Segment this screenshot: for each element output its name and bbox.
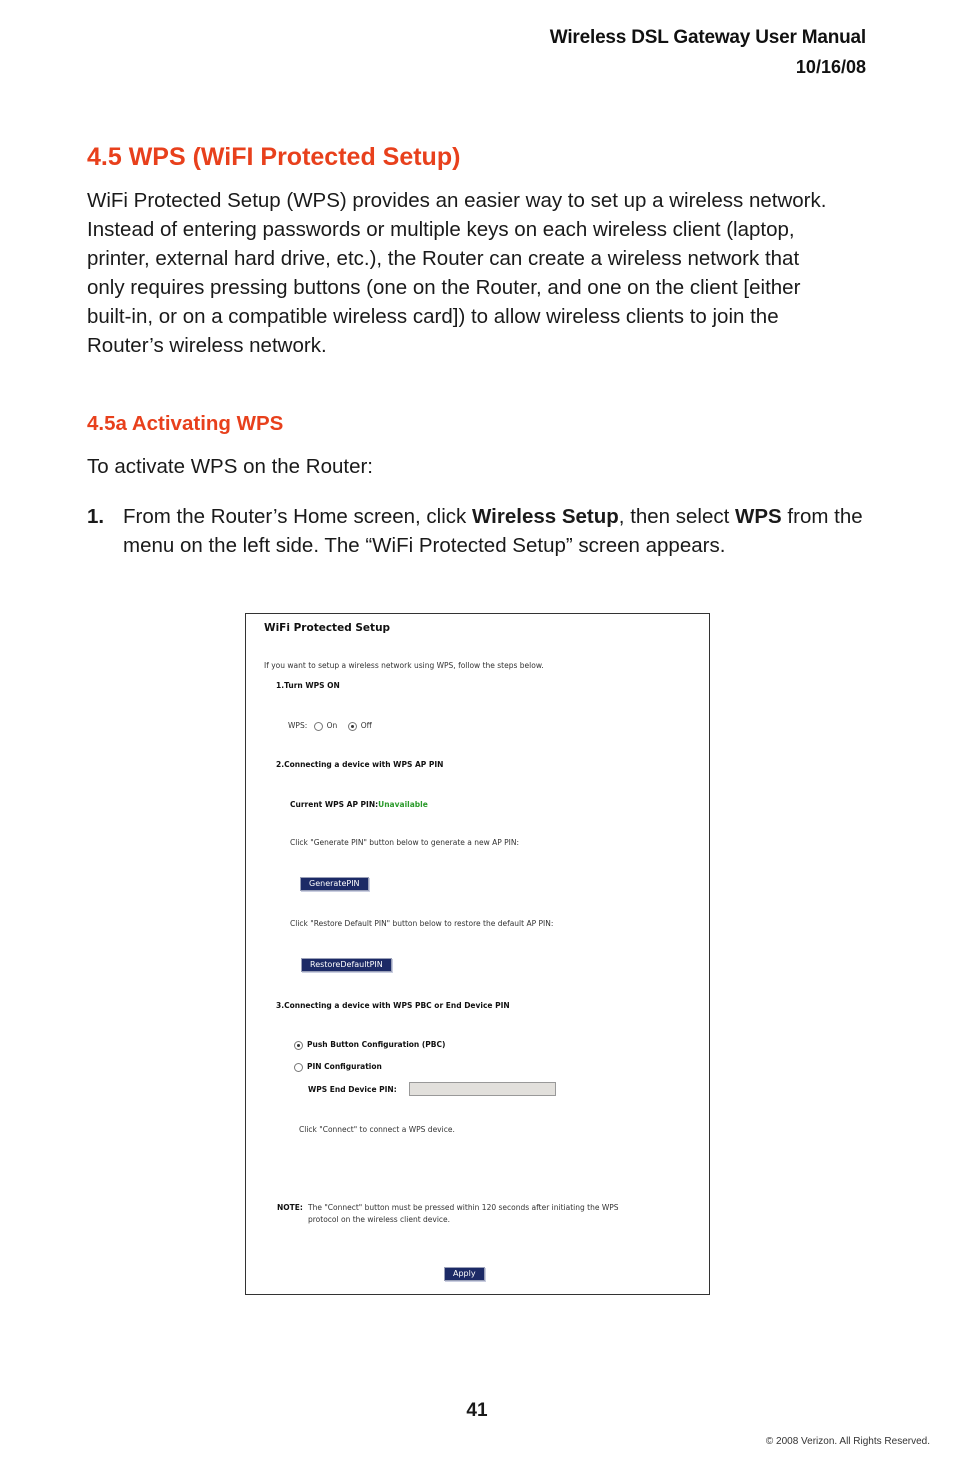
step-text-part: from the menu on the left side. The “WiFi Protected Setup” screen appears. <box>123 505 863 557</box>
copyright: © 2008 Verizon. All Rights Reserved. <box>765 1436 930 1447</box>
section-title: 4.5 WPS (WiFI Protected Setup) <box>87 143 461 171</box>
end-device-pin-input[interactable] <box>409 1082 556 1096</box>
intro-line: Router’s wireless network. <box>87 334 327 357</box>
manual-title: Wireless DSL Gateway User Manual <box>549 27 866 48</box>
step-text-part: From the Router’s Home screen, click <box>123 505 472 528</box>
wps-on-label: On <box>326 721 338 730</box>
current-pin-row <box>290 800 428 809</box>
pin-config-row <box>294 1062 382 1072</box>
wps-off-radio[interactable] <box>348 722 357 731</box>
lead-text: To activate WPS on the Router: <box>87 455 373 478</box>
step-text-part: , then select <box>618 505 736 528</box>
note-line-2: protocol on the wireless client device. <box>308 1215 451 1224</box>
step-text <box>123 502 877 560</box>
pin-config-radio[interactable] <box>294 1063 303 1072</box>
current-pin-label: Current WPS AP PIN: <box>290 800 379 809</box>
restore-default-pin-button[interactable]: RestoreDefaultPIN <box>301 958 392 972</box>
screenshot-title: WiFi Protected Setup <box>264 622 391 634</box>
page-number: 41 <box>466 1400 488 1421</box>
intro-paragraph <box>87 186 877 360</box>
intro-line: printer, external hard drive, etc.), the Router can create a wireless network that <box>87 247 800 270</box>
generate-hint: Click "Generate PIN" button below to generate a new AP PIN: <box>290 838 520 847</box>
pbc-label: Push Button Configuration (PBC) <box>307 1040 446 1049</box>
step-1 <box>87 502 877 560</box>
restore-hint: Click "Restore Default PIN" button below to restore the default AP PIN: <box>290 919 554 928</box>
note-label: NOTE: <box>277 1203 303 1212</box>
wps-toggle-row <box>288 721 372 731</box>
subsection-title: 4.5a Activating WPS <box>87 412 284 435</box>
note-line-1: The "Connect" button must be pressed within 120 seconds after initiating the WPS <box>308 1203 619 1212</box>
running-header <box>550 26 866 79</box>
wps-on-radio[interactable] <box>314 722 323 731</box>
wps-off-label: Off <box>360 721 372 730</box>
manual-date: 10/16/08 <box>795 57 866 77</box>
intro-line: WiFi Protected Setup (WPS) provides an easier way to set up a wireless network. <box>87 189 827 212</box>
intro-line: only requires pressing buttons (one on the Router, and one on the client [either <box>87 276 801 299</box>
wireless-setup-term: Wireless Setup <box>472 505 619 528</box>
wps-label: WPS: <box>288 721 308 730</box>
generate-pin-button[interactable]: GeneratePIN <box>300 877 369 891</box>
intro-line: built-in, or on a compatible wireless card]) to allow wireless clients to join the <box>87 305 779 328</box>
connect-hint: Click "Connect" to connect a WPS device. <box>299 1125 455 1134</box>
step2-heading: 2.Connecting a device with WPS AP PIN <box>276 760 444 769</box>
pin-config-label: PIN Configuration <box>307 1062 382 1071</box>
intro-line: Instead of entering passwords or multiple keys on each wireless client (laptop, <box>87 218 795 241</box>
wps-term: WPS <box>735 505 782 528</box>
current-pin-value: Unavailable <box>378 800 428 809</box>
apply-button[interactable]: Apply <box>444 1267 485 1281</box>
step1-heading: 1.Turn WPS ON <box>276 681 340 690</box>
step3-heading: 3.Connecting a device with WPS PBC or End Device PIN <box>276 1001 510 1010</box>
step-number: 1. <box>87 505 105 528</box>
pbc-row <box>294 1040 445 1050</box>
end-device-pin-label: WPS End Device PIN: <box>308 1085 397 1094</box>
wps-screenshot <box>245 613 710 1295</box>
screenshot-intro: If you want to setup a wireless network using WPS, follow the steps below. <box>264 661 544 670</box>
pbc-radio[interactable] <box>294 1041 303 1050</box>
